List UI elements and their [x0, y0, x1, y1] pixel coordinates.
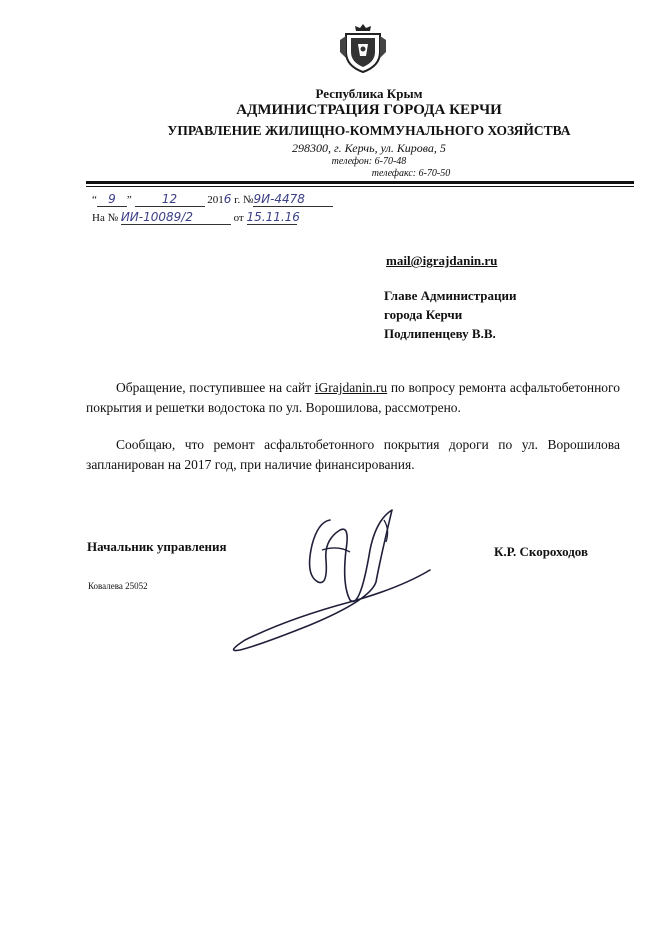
date-year-suffix: 6 [223, 192, 232, 206]
date-month: 12 [135, 192, 205, 207]
ref-date: 15.11.16 [246, 210, 300, 224]
ref-number: ИИ-10089/2 [121, 210, 231, 225]
address: 298300, г. Керчь, ул. Кирова, 5 [292, 141, 446, 155]
republic-name: Республика Крым [315, 86, 423, 101]
executor-note: Ковалева 25052 [88, 581, 148, 591]
date-year-prefix: 201 [207, 194, 224, 206]
ref-label: На № [92, 212, 119, 224]
signer-position: Начальник управления [87, 539, 227, 554]
body-paragraph-2: Сообщаю, что ремонт асфальтобетонного покрытия дороги по ул. Ворошилова запланирован на 2017 год, при наличие финансирования. [86, 437, 620, 472]
header-rule-thick [86, 181, 634, 184]
administration-name: АДМИНИСТРАЦИЯ ГОРОДА КЕРЧИ [236, 102, 502, 118]
recipient-line-3: Подлипенцеву В.В. [384, 326, 496, 341]
reference-line [92, 210, 300, 225]
coat-of-arms-icon [338, 22, 388, 74]
signer-name: К.Р. Скороходов [494, 544, 589, 559]
ref-from: от [233, 212, 244, 224]
site-link[interactable]: iGrajdanin.ru [314, 380, 388, 395]
fax: телефакс: 6-70-50 [371, 168, 451, 179]
body-paragraph-1: Обращение, поступившее на сайт iGrajdanin.ru по вопросу ремонта асфальтобетонного покрытия и решетки водостока по ул. Ворошилова, рассмотрено. [86, 380, 620, 415]
outgoing-number: 9И-4478 [253, 192, 333, 207]
recipient-email[interactable]: mail@igrajdanin.ru [386, 253, 498, 268]
department-name: УПРАВЛЕНИЕ ЖИЛИЩНО-КОММУНАЛЬНОГО ХОЗЯЙСТВА [167, 123, 571, 138]
recipient-line-1: Главе Администрации [384, 288, 517, 303]
handwritten-signature [200, 490, 460, 660]
date-day: 9 [97, 192, 127, 207]
outgoing-date-line: “ 9 ” 12 2016 г. №9И-4478 [92, 192, 333, 207]
recipient-line-2: города Керчи [384, 307, 463, 322]
phone: телефон: 6-70-48 [331, 156, 407, 167]
header-rule-thin [86, 186, 634, 187]
date-year-label: г. № [234, 194, 254, 206]
